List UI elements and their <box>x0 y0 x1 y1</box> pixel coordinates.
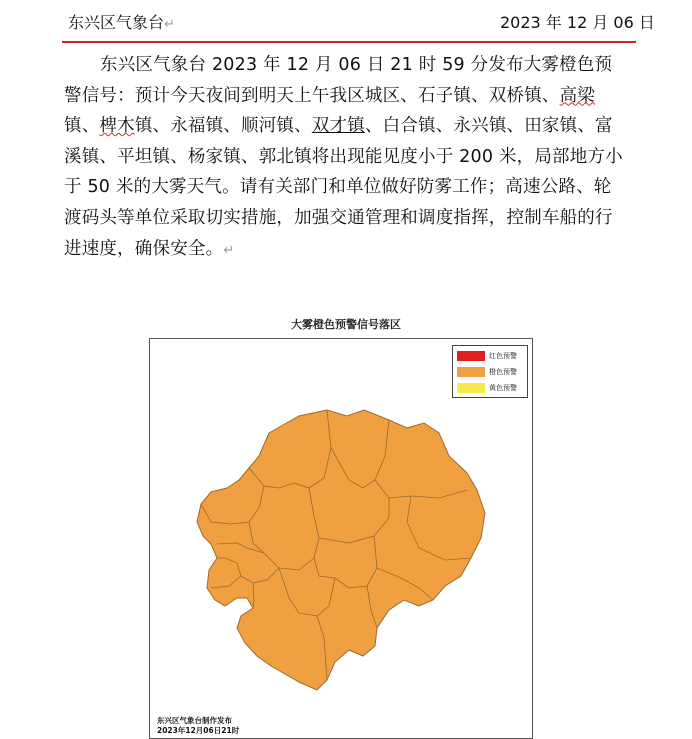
legend-swatch <box>457 351 485 361</box>
legend-item-red <box>457 350 527 362</box>
warning-paragraph <box>64 50 624 266</box>
legend-swatch <box>457 367 485 377</box>
text-segment: 东兴区气象台 2023 年 12 月 06 日 21 时 59 分发布大雾橙色预警信号：预计今天夜间到明天上午我区城区、石子镇、双桥镇、 <box>64 55 613 106</box>
header-org <box>68 10 175 33</box>
map-legend <box>452 345 528 398</box>
legend-swatch <box>457 383 485 393</box>
district-area <box>197 410 485 690</box>
text-segment: 、白合镇、永兴镇、田家镇、富溪镇、平坦镇、杨家镇、郭北镇将出现能见度小于 200 米，局部地方小于 50 米的大雾天气。请有关部门和单位做好防雾工作；高速公路、轮渡码头等单位采取切实措施，加强交通管理和调度指挥，控制车船的行进速度，确保安全。 <box>64 116 623 259</box>
legend-label: 黄色预警 <box>489 384 517 392</box>
footer-time: 2023年12月06日21时 <box>157 726 240 735</box>
header-divider <box>62 41 636 43</box>
return-mark: ↵ <box>164 17 175 32</box>
text-segment: 镇、永福镇、顺河镇、 <box>134 116 312 137</box>
text-segment-gaoliang: 高梁 <box>559 85 596 106</box>
text-segment-shuangcai: 双才镇 <box>311 116 365 137</box>
legend-item-yellow <box>457 382 527 394</box>
footer-issuer: 东兴区气象台制作发布 <box>157 716 232 725</box>
paragraph-end-mark: ↵ <box>223 242 235 258</box>
legend-label: 橙色预警 <box>489 368 517 376</box>
legend-item-orange <box>457 366 527 378</box>
text-segment: 镇、 <box>64 116 100 137</box>
map-footer <box>157 716 239 736</box>
text-segment-beimu: 椑木 <box>99 116 135 137</box>
map-title: 大雾橙色预警信号落区 <box>291 318 401 331</box>
page-header <box>0 0 692 46</box>
header-org-text: 东兴区气象台 <box>68 13 165 32</box>
map-region-outline <box>197 410 485 690</box>
header-date-text: 2023 年 12 月 06 日 <box>500 13 655 32</box>
header-date <box>500 10 655 33</box>
legend-label: 红色预警 <box>489 352 517 360</box>
